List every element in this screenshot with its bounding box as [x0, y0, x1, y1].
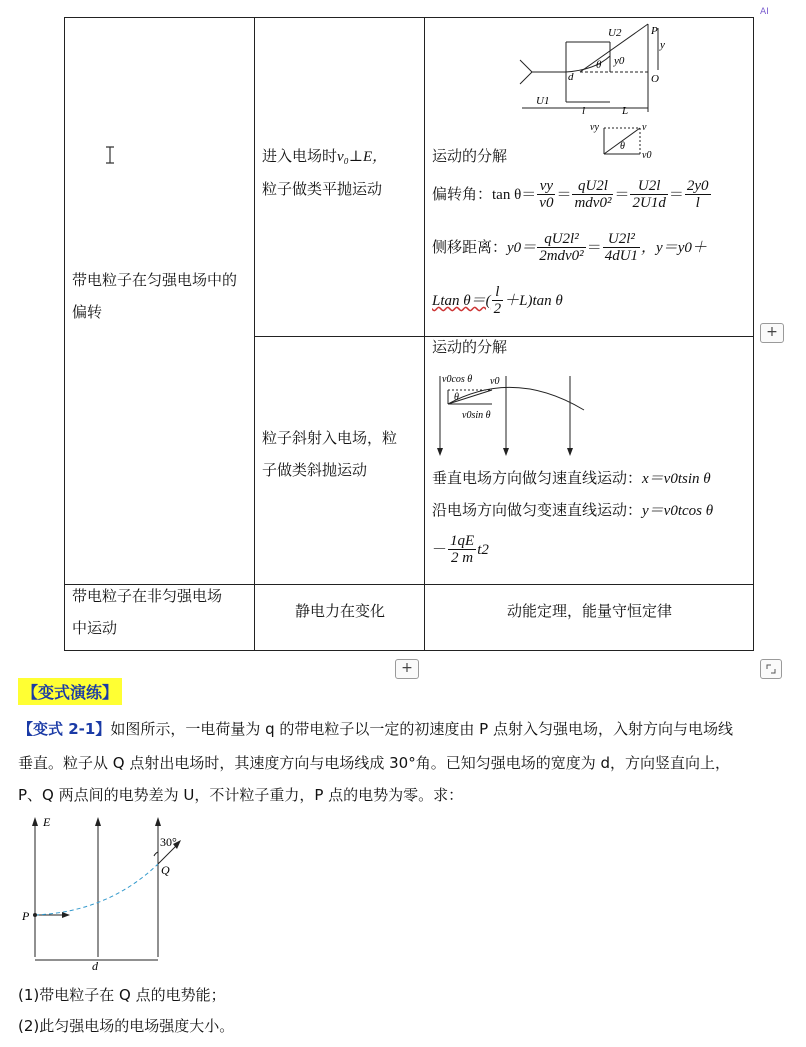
deflection-diagram [510, 20, 670, 120]
table-border-left [64, 17, 65, 651]
svg-text:v0cos θ: v0cos θ [442, 374, 473, 385]
row2-label: 带电粒子在非匀强电场 中运动 [72, 587, 223, 637]
table-border-right [753, 17, 754, 651]
offset-formula: 侧移距离：y0＝ $\frac{\text{qU2l²}}{\text{2mdv0²}}$ ＝ $\frac{\text{U2l²}}{4dU1}$ ，y＝y0＋ [432, 231, 707, 264]
question-1: (1)带电粒子在 Q 点的电势能； [18, 986, 226, 1004]
svg-text:v: v [642, 122, 647, 133]
add-row-button[interactable]: + [395, 659, 419, 679]
sub2-line-c: － $\frac{1qE}{2 m}$ t2 [432, 533, 489, 566]
text-cursor-icon [105, 146, 115, 164]
sub2-decomp: 运动的分解 [432, 338, 508, 356]
section-heading: 【变式演练】 [18, 678, 122, 705]
table-col-divider-2 [424, 17, 425, 651]
svg-text:P: P [651, 25, 658, 37]
svg-text:y: y [660, 39, 665, 51]
svg-text:L: L [622, 105, 629, 117]
svg-text:O: O [651, 73, 659, 85]
svg-text:v0sin θ: v0sin θ [462, 410, 491, 421]
row2-method: 动能定理，能量守恒定律 [506, 602, 672, 620]
sub2-line-b: 沿电场方向做匀变速直线运动：y＝v0tcos θ [432, 501, 714, 519]
problem-line-1: 【变式 2-1】如图所示，一电荷量为 q 的带电粒子以一定的初速度由 P 点射入匀强电场，入射方向与电场线 [18, 720, 733, 738]
table-border-bottom [64, 650, 754, 651]
row2-condition: 静电力在变化 [294, 602, 385, 620]
field-figure [18, 812, 198, 972]
sub2-condition: 粒子斜射入电场，粒 子做类斜抛运动 [262, 429, 398, 479]
svg-text:θ: θ [596, 59, 602, 71]
svg-text:vy: vy [590, 122, 599, 133]
svg-text:U2: U2 [608, 27, 622, 39]
svg-text:Q: Q [161, 863, 170, 877]
svg-text:P: P [22, 909, 30, 923]
table-border-top [64, 17, 754, 18]
question-2: (2)此匀强电场的电场强度大小。 [18, 1017, 235, 1035]
deflect-angle-formula: 偏转角：tan θ＝ $\frac{vy}{v0}$ ＝ $\frac{qU2l}{\text{mdv0²}}$ ＝ $\frac{U2l}{2U1d}$ ＝ $\frac{2y0}{l}$ [432, 178, 709, 211]
problem-line-3: P、Q 两点间的电势差为 U，不计粒子重力，P 点的电势为零。求： [18, 786, 464, 804]
svg-text:v0: v0 [490, 376, 500, 387]
svg-text:l: l [582, 105, 586, 117]
add-column-button[interactable]: + [760, 323, 784, 343]
row1-label: 带电粒子在匀强电场中的偏转 [72, 271, 238, 321]
table-col-divider-1 [254, 17, 255, 651]
svg-text:E: E [43, 815, 51, 829]
velocity-triangle-diagram [588, 118, 668, 164]
sub2-line-a: 垂直电场方向做匀速直线运动：x＝v0tsin θ [432, 469, 711, 487]
svg-text:d: d [568, 71, 574, 83]
svg-text:d: d [92, 959, 98, 973]
svg-text:v0: v0 [642, 150, 652, 161]
table-resize-handle[interactable] [760, 659, 782, 679]
svg-text:U1: U1 [536, 95, 550, 107]
svg-text:θ: θ [454, 392, 459, 403]
ai-badge[interactable]: AI [760, 7, 769, 17]
svg-text:30°: 30° [160, 835, 177, 849]
svg-text:y0: y0 [614, 55, 625, 67]
offset-formula-cont: Ltan θ＝( $\frac{l}{2}$ ＋L)tan θ [432, 284, 563, 317]
sub1-decomp: 运动的分解 [432, 147, 508, 165]
problem-line-2: 垂直。粒子从 Q 点射出电场时，其速度方向与电场线成 30°角。已知匀强电场的宽度为 d，方向竖直向上， [18, 754, 730, 772]
sub1-condition: 进入电场时v₀⊥E， 粒子做类平抛运动 [262, 147, 388, 198]
svg-text:θ: θ [620, 141, 625, 152]
oblique-throw-diagram [434, 370, 584, 458]
